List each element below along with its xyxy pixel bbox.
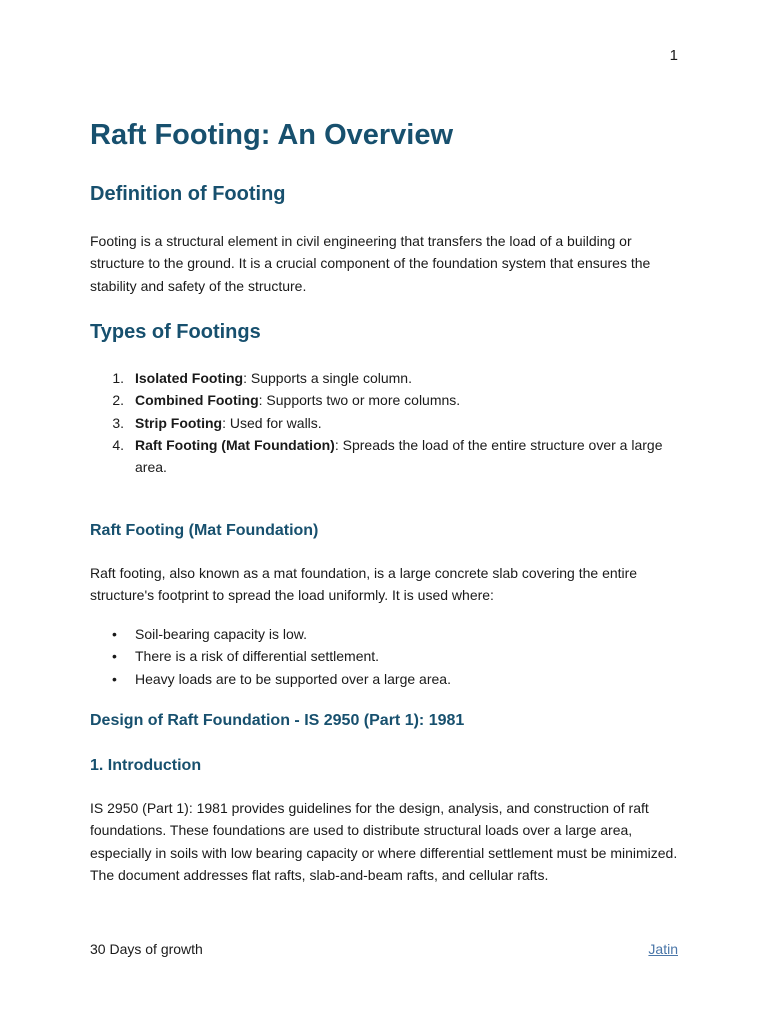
definition-heading: Definition of Footing — [90, 183, 286, 205]
list-item — [90, 668, 680, 690]
list-term: Strip Footing — [135, 414, 223, 431]
list-number: 3. — [112, 414, 124, 431]
list-desc: : Used for walls. — [222, 414, 322, 431]
design-heading: Design of Raft Foundation - IS 2950 (Part 1): 1981 — [90, 712, 465, 729]
bullet-text: There is a risk of differential settlement. — [135, 648, 380, 665]
list-term: Combined Footing — [135, 392, 259, 409]
list-item — [90, 623, 680, 645]
list-number: 4. — [112, 436, 124, 453]
list-item — [90, 412, 680, 434]
page-number: 1 — [669, 47, 678, 64]
list-desc: : Supports a single column. — [243, 370, 412, 386]
raft-heading: Raft Footing (Mat Foundation) — [90, 522, 319, 539]
bullet-icon: • — [112, 648, 117, 665]
list-number: 2. — [112, 392, 124, 409]
list-term: Raft Footing (Mat Foundation) — [135, 436, 335, 453]
raft-paragraph: Raft footing, also known as a mat foundation, is a large concrete slab covering the entire structure's footprint to spread the load uniformly. It is used where: — [90, 565, 638, 604]
list-term: Isolated Footing — [135, 370, 244, 386]
document-title: Raft Footing: An Overview — [90, 119, 454, 151]
list-item — [90, 645, 680, 667]
bullet-icon: • — [112, 670, 117, 687]
bullet-icon: • — [112, 626, 117, 642]
definition-paragraph: Footing is a structural element in civil engineering that transfers the load of a building or structure to the ground. It is a crucial component of the foundation system that ensures the stability and safety of the structure. — [90, 233, 651, 294]
list-desc: : Spreads the load of the entire structure over a large area. — [135, 436, 663, 476]
footer-author-link[interactable]: Jatin — [648, 941, 678, 957]
types-list — [90, 367, 680, 478]
list-item — [90, 434, 680, 479]
introduction-heading: 1. Introduction — [90, 757, 202, 774]
list-desc: : Supports two or more columns. — [258, 392, 461, 409]
list-item — [90, 367, 680, 389]
list-item — [90, 389, 680, 411]
types-heading: Types of Footings — [90, 321, 261, 343]
bullet-text: Heavy loads are to be supported over a large area. — [135, 670, 451, 687]
raft-bullet-list — [90, 623, 680, 690]
footer-text: 30 Days of growth — [90, 941, 203, 957]
bullet-text: Soil-bearing capacity is low. — [135, 626, 307, 642]
introduction-paragraph: IS 2950 (Part 1): 1981 provides guidelines for the design, analysis, and construction of raft foundations. These foundations are used to distribute structural loads over a large area, especially in soils with low bearing capacity or where differential settlement must be minimized. The document addresses flat rafts, slab-and-beam rafts, and cellular rafts. — [90, 800, 678, 883]
list-number: 1. — [112, 370, 124, 386]
